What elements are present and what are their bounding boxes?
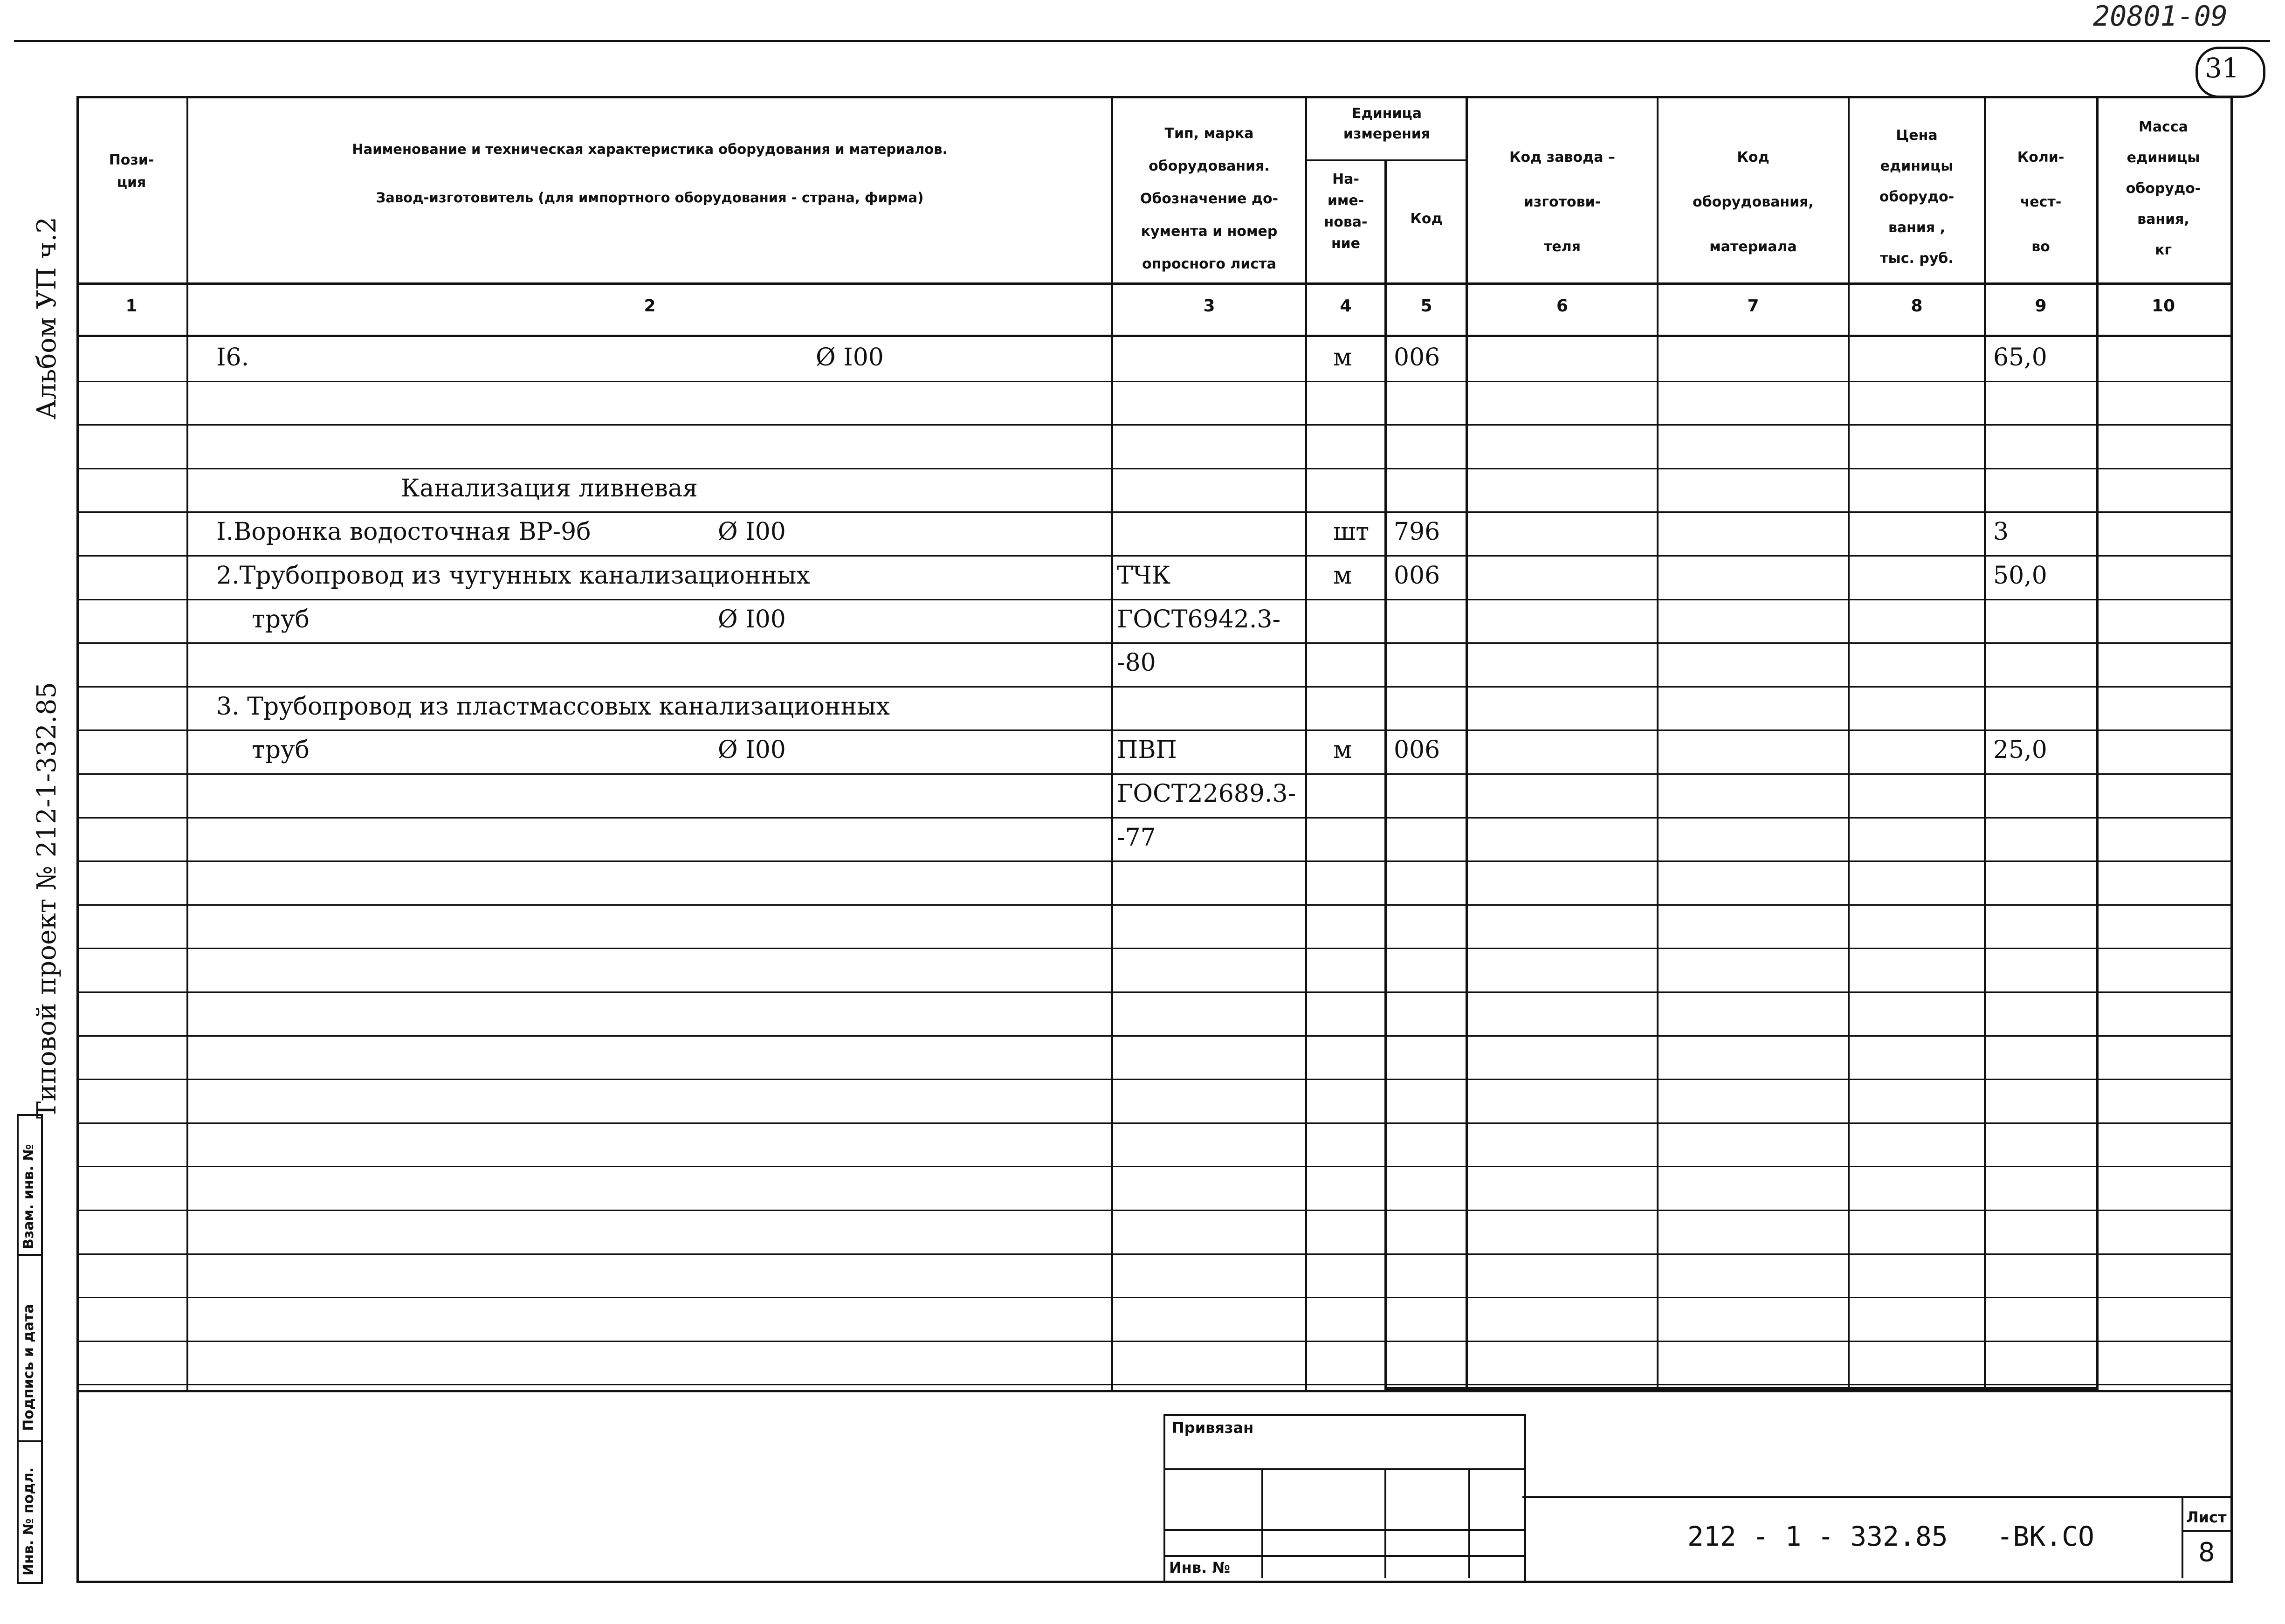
row-rule: [76, 817, 2230, 819]
header-unit-group-label: Единица измерения: [1343, 105, 1431, 142]
bound-label: Привязан: [1172, 1419, 1254, 1437]
header-position: Пози- ция: [109, 152, 154, 191]
row-quantity: 65,0: [1993, 344, 2047, 372]
col-number: 6: [1556, 296, 1569, 316]
header-name-line1: Наименование и техническая характеристика оборудования и материалов.: [352, 141, 948, 157]
col-divider-bold: [2096, 96, 2099, 1392]
row-rule: [76, 1079, 2230, 1080]
row-rule: [76, 424, 2230, 426]
row-rule: [76, 1035, 2230, 1037]
col-divider: [1111, 96, 1113, 1392]
row-type: ГОСТ22689.3-: [1117, 780, 1296, 808]
bound-divider: [1468, 1468, 1470, 1578]
row-unit: м: [1333, 562, 1352, 590]
col-divider: [1466, 96, 1468, 1392]
header-name-line2: Завод-изготовитель (для импортного оборудования - страна, фирма): [376, 190, 924, 206]
header-equipment-code: Код оборудования, материала: [1693, 149, 1814, 255]
col-number: 2: [644, 296, 656, 316]
table-bottom-bold: [1384, 1387, 2099, 1391]
col-divider: [1984, 96, 1986, 1392]
row-diameter: Ø I00: [718, 518, 786, 546]
bound-divider: [1261, 1468, 1263, 1578]
bound-stamp: [1163, 1414, 1526, 1582]
col-number: 5: [1420, 296, 1432, 316]
title-block-rule: [1522, 1496, 2230, 1498]
row-unit-code: 006: [1394, 736, 1440, 764]
row-name: 2.Трубопровод из чугунных канализационных: [216, 562, 810, 590]
header-unit-mass: Масса единицы оборудо- вания, кг: [2126, 119, 2201, 258]
row-rule: [76, 860, 2230, 862]
row-rule: [76, 511, 2230, 513]
header-bottom-rule: [76, 282, 2230, 285]
row-name: I.Воронка водосточная ВР-9б: [216, 518, 591, 546]
header-type: Тип, марка оборудования. Обозначение до- кумента и номер опросного листа: [1140, 125, 1279, 272]
col-number: 9: [2035, 296, 2047, 316]
row-rule: [76, 381, 2230, 382]
row-unit: м: [1333, 736, 1352, 764]
row-rule: [76, 468, 2230, 469]
row-rule: [76, 773, 2230, 775]
row-type: ТЧК: [1117, 562, 1171, 590]
row-rule: [76, 991, 2230, 993]
row-rule: [76, 1166, 2230, 1167]
row-unit-code: 006: [1394, 562, 1440, 590]
col-number: 3: [1203, 296, 1215, 316]
stamp-field-signature: Подпись и дата: [21, 1304, 37, 1431]
row-quantity: 25,0: [1993, 736, 2047, 764]
row-rule: [76, 1253, 2230, 1255]
row-unit-code: 796: [1394, 518, 1440, 546]
col-divider: [1657, 96, 1659, 1392]
numbers-bottom-rule: [76, 335, 2230, 337]
row-unit-code: 006: [1394, 344, 1440, 372]
stamp-divider: [17, 1254, 41, 1256]
top-document-code: 20801-09: [2093, 0, 2228, 33]
row-diameter: Ø I00: [718, 606, 786, 633]
project-label: Типовой проект № 212-1-332.85: [32, 682, 62, 1119]
stamp-field-inv: Инв. № подл.: [21, 1467, 37, 1576]
album-label: Альбом УП ч.2: [32, 217, 62, 420]
row-rule: [76, 1297, 2230, 1298]
row-unit: шт: [1333, 518, 1370, 546]
col-number: 7: [1747, 296, 1759, 316]
sheet-box-divider: [2182, 1496, 2183, 1578]
col-divider-bold: [1384, 159, 1387, 1392]
header-unit-name: На- име- нова- ние: [1324, 171, 1368, 252]
top-rule: [14, 40, 2270, 42]
row-rule: [76, 599, 2230, 600]
row-diameter: Ø I00: [816, 344, 884, 372]
bound-divider: [1384, 1468, 1386, 1578]
stamp-field-zam: Взам. инв. №: [21, 1144, 37, 1249]
header-unit-code: Код: [1410, 211, 1443, 227]
row-rule: [76, 1122, 2230, 1124]
sheet-label: Лист: [2186, 1508, 2227, 1526]
col-divider: [1305, 96, 1307, 1392]
row-name: I6.: [216, 344, 249, 372]
row-rule: [76, 1341, 2230, 1342]
col-number: 4: [1340, 296, 1352, 316]
col-number: 8: [1911, 296, 1923, 316]
sheet-box-rule: [2182, 1530, 2230, 1532]
col-divider: [186, 96, 188, 1392]
row-rule: [76, 1210, 2230, 1211]
stamp-divider: [17, 1440, 41, 1442]
row-name: Канализация ливневая: [401, 475, 698, 502]
row-unit: м: [1333, 344, 1352, 372]
row-type: ПВП: [1117, 736, 1177, 764]
sheet-number: 8: [2198, 1537, 2215, 1568]
col-divider: [1848, 96, 1850, 1392]
row-rule: [76, 555, 2230, 557]
sheet-number-circle-text: 31: [2205, 52, 2239, 84]
document-code: 212 - 1 - 332.85 -ВК.СО: [1687, 1521, 2094, 1552]
row-rule: [76, 642, 2230, 644]
row-name: труб: [252, 606, 310, 633]
row-rule: [76, 729, 2230, 731]
inv-label: Инв. №: [1169, 1559, 1230, 1576]
row-type: -77: [1117, 824, 1156, 852]
header-quantity: Коли- чест- во: [2017, 149, 2065, 255]
col-number: 10: [2151, 296, 2175, 316]
header-unit-price: Цена единицы оборудо- вания , тыс. руб.: [1879, 127, 1955, 267]
row-name: 3. Трубопровод из пластмассовых канализационных: [216, 693, 890, 721]
row-type: -80: [1117, 649, 1156, 677]
row-diameter: Ø I00: [718, 736, 786, 764]
row-rule: [76, 686, 2230, 688]
row-rule: [76, 904, 2230, 906]
col-number: 1: [125, 296, 138, 316]
row-quantity: 50,0: [1993, 562, 2047, 590]
row-rule: [76, 948, 2230, 949]
row-quantity: 3: [1993, 518, 2009, 546]
row-name: труб: [252, 736, 310, 764]
row-rule: [76, 1384, 2230, 1385]
row-type: ГОСТ6942.3-: [1117, 606, 1281, 633]
header-factory-code: Код завода – изготови- теля: [1509, 149, 1615, 255]
